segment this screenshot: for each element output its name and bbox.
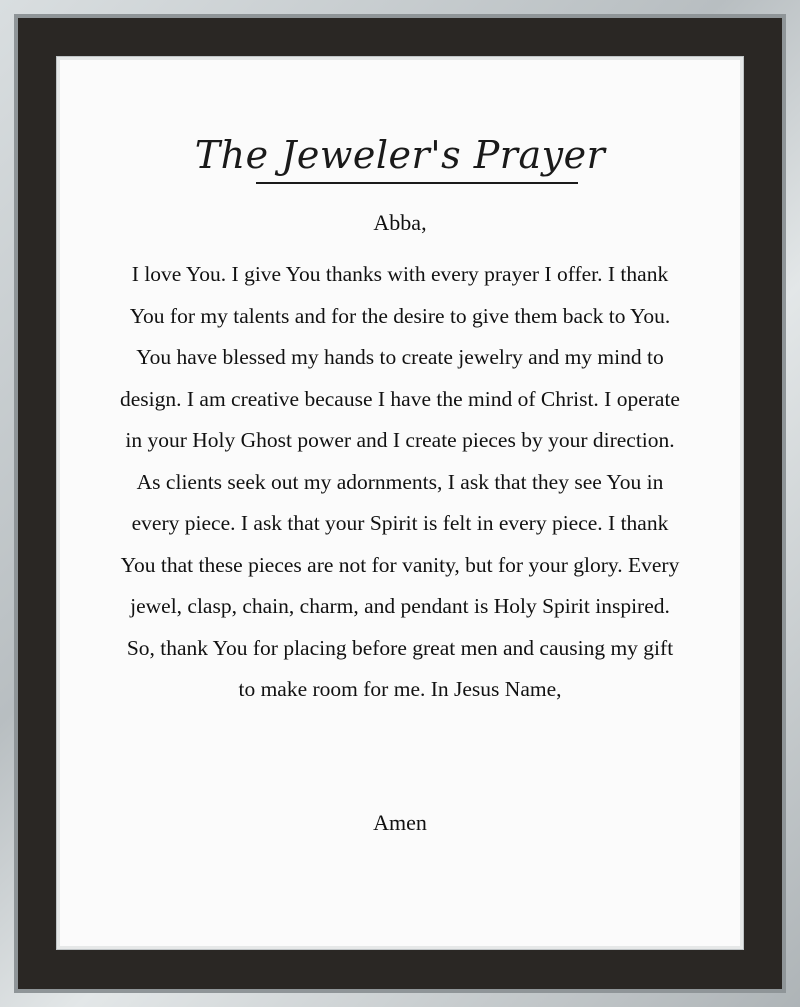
prayer-paper xyxy=(60,60,740,946)
poem-title: The Jeweler's Prayer xyxy=(194,133,606,177)
poem-closing: Amen xyxy=(373,810,427,835)
poem-salutation: Abba, xyxy=(373,210,427,235)
poem-body: I love You. I give You thanks with every prayer I offer. I thank You for my talents and for the desire to give them back to You. You have blessed my hands to create jewelry and my mind to design. I am creative because I have the mind of Christ. I operate in your Holy Ghost power and I create pieces by your direction. As clients seek out my adornments, I ask that they see You in every piece. I ask that your Spirit is felt in every piece. I thank You that these pieces are not for vanity, but for your glory. Every jewel, clasp, chain, charm, and pendant is Holy Spirit inspired. So, thank You for placing before great men and causing my gift to make room for me. In Jesus Name, xyxy=(120,262,680,701)
title-underline xyxy=(256,182,578,184)
